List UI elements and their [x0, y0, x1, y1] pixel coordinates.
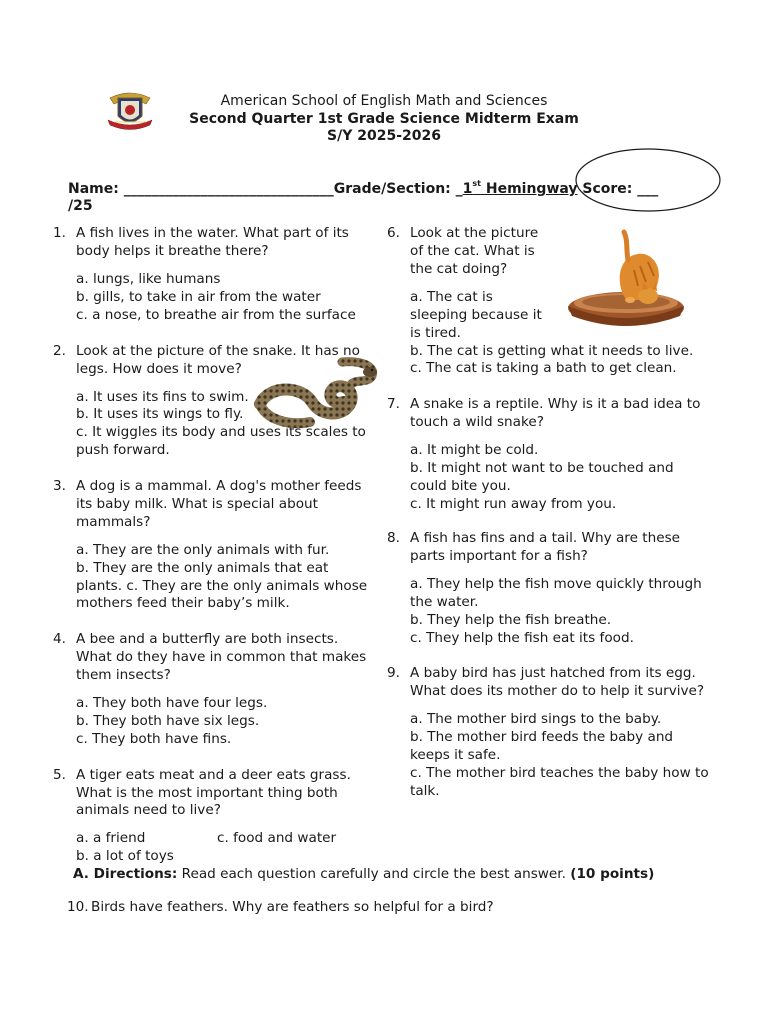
q4-option-b[interactable]: b. They both have six legs.: [76, 713, 260, 729]
q6-option-c[interactable]: c. The cat is taking a bath to get clean.: [410, 360, 677, 376]
q4-option-a[interactable]: a. They both have four legs.: [76, 695, 268, 711]
q7-option-b-cont: could bite you.: [410, 478, 511, 494]
q4-line-2: What do they have in common that makes: [76, 649, 367, 665]
q6-option-b[interactable]: b. The cat is getting what it needs to live.: [410, 343, 694, 359]
q7-line-1: A snake is a reptile. Why is it a bad idea to: [410, 396, 701, 412]
q2-number: 2.: [53, 343, 66, 359]
q4-line-3: them insects?: [76, 667, 171, 683]
q6-option-a-cont-2: is tired.: [410, 325, 461, 341]
q2-option-c-cont: push forward.: [76, 442, 170, 458]
q7-option-c[interactable]: c. It might run away from you.: [410, 496, 617, 512]
directions-points: (10 points): [570, 866, 655, 882]
name-field[interactable]: Name: ______________________________: [68, 181, 334, 197]
q8-line-2: parts important for a fish?: [410, 548, 588, 564]
q3-option-c[interactable]: plants. c. They are the only animals whose: [76, 578, 368, 594]
q8-option-c[interactable]: c. They help the fish eat its food.: [410, 630, 634, 646]
q9-option-b[interactable]: b. The mother bird feeds the baby and: [410, 729, 674, 745]
q10-text: Birds have feathers. Why are feathers so helpful for a bird?: [91, 899, 494, 915]
directions-text: Read each question carefully and circle the best answer.: [177, 866, 571, 882]
q5-line-3: animals need to live?: [76, 802, 221, 818]
q5-number: 5.: [53, 767, 66, 783]
q6-option-a-cont-1: sleeping because it: [410, 307, 542, 323]
q7-option-b[interactable]: b. It might not want to be touched and: [410, 460, 674, 476]
q3-line-2: its baby milk. What is special about: [76, 496, 318, 512]
grade-label: Grade/Section: _: [333, 181, 463, 197]
q3-number: 3.: [53, 478, 66, 494]
q1-option-a[interactable]: a. lungs, like humans: [76, 271, 221, 287]
q6-number: 6.: [387, 225, 400, 241]
grade-sup: st: [472, 179, 481, 189]
q8-line-1: A fish has fins and a tail. Why are these: [410, 530, 681, 546]
q8-option-a[interactable]: a. They help the fish move quickly through: [410, 576, 702, 592]
q5-line-2: What is the most important thing both: [76, 785, 338, 801]
q5-option-a[interactable]: a. a friend: [76, 830, 146, 846]
directions-label: A. Directions:: [73, 866, 178, 882]
q3-line-3: mammals?: [76, 514, 151, 530]
q6-line-1: Look at the picture: [410, 225, 539, 241]
q2-option-b[interactable]: b. It uses its wings to fly.: [76, 406, 244, 422]
q9-option-c[interactable]: c. The mother bird teaches the baby how to: [410, 765, 709, 781]
snake-image: [250, 352, 380, 432]
q9-option-b-cont: keeps it safe.: [410, 747, 501, 763]
q10-number: 10.: [67, 899, 89, 915]
q3-line-1: A dog is a mammal. A dog's mother feeds: [76, 478, 362, 494]
q6-line-3: the cat doing?: [410, 261, 508, 277]
q9-number: 9.: [387, 665, 400, 681]
q2-line-1: Look at the picture of the snake. It has no: [76, 343, 360, 359]
q3-option-a[interactable]: a. They are the only animals with fur.: [76, 542, 330, 558]
q4-option-c[interactable]: c. They both have fins.: [76, 731, 232, 747]
cat-image: [556, 226, 696, 338]
q2-option-a[interactable]: a. It uses its fins to swim.: [76, 389, 249, 405]
info-line: [68, 180, 658, 198]
q7-number: 7.: [387, 396, 400, 412]
q8-option-a-cont: the water.: [410, 594, 479, 610]
q6-option-a[interactable]: a. The cat is: [410, 289, 493, 305]
q7-option-a[interactable]: a. It might be cold.: [410, 442, 539, 458]
q1-number: 1.: [53, 225, 66, 241]
grade-number: 1: [462, 181, 473, 197]
q3-option-b[interactable]: b. They are the only animals that eat: [76, 560, 329, 576]
q4-line-1: A bee and a butterfly are both insects.: [76, 631, 339, 647]
score-total: /25: [68, 198, 93, 214]
q1-option-c[interactable]: c. a nose, to breathe air from the surface: [76, 307, 356, 323]
q8-number: 8.: [387, 530, 400, 546]
school-year: S/Y 2025-2026: [327, 128, 441, 144]
q7-line-2: touch a wild snake?: [410, 414, 544, 430]
grade-value: [463, 181, 578, 197]
q9-option-a[interactable]: a. The mother bird sings to the baby.: [410, 711, 662, 727]
q6-line-2: of the cat. What is: [410, 243, 535, 259]
q3-option-c-cont: mothers feed their baby’s milk.: [76, 595, 290, 611]
grade-name: Hemingway: [480, 181, 578, 197]
q1-option-b[interactable]: b. gills, to take in air from the water: [76, 289, 321, 305]
q8-option-b[interactable]: b. They help the fish breathe.: [410, 612, 612, 628]
q4-number: 4.: [53, 631, 66, 647]
school-name: American School of English Math and Sciences: [220, 93, 548, 109]
score-circle: [572, 146, 724, 216]
q1-line-1: A fish lives in the water. What part of its: [76, 225, 349, 241]
q9-line-1: A baby bird has just hatched from its egg.: [410, 665, 696, 681]
exam-title: Second Quarter 1st Grade Science Midterm Exam: [189, 111, 579, 127]
q1-line-2: body helps it breathe there?: [76, 243, 269, 259]
directions: [73, 865, 654, 883]
q5-option-c[interactable]: c. food and water: [217, 830, 337, 846]
q2-option-c[interactable]: c. It wiggles its body and uses its scales to: [76, 424, 366, 440]
q2-line-2: legs. How does it move?: [76, 361, 242, 377]
q5-option-b[interactable]: b. a lot of toys: [76, 848, 174, 864]
q9-option-c-cont: talk.: [410, 783, 440, 799]
q5-line-1: A tiger eats meat and a deer eats grass.: [76, 767, 351, 783]
q9-line-2: What does its mother do to help it survive?: [410, 683, 705, 699]
score-field[interactable]: Score: ___: [577, 181, 659, 197]
